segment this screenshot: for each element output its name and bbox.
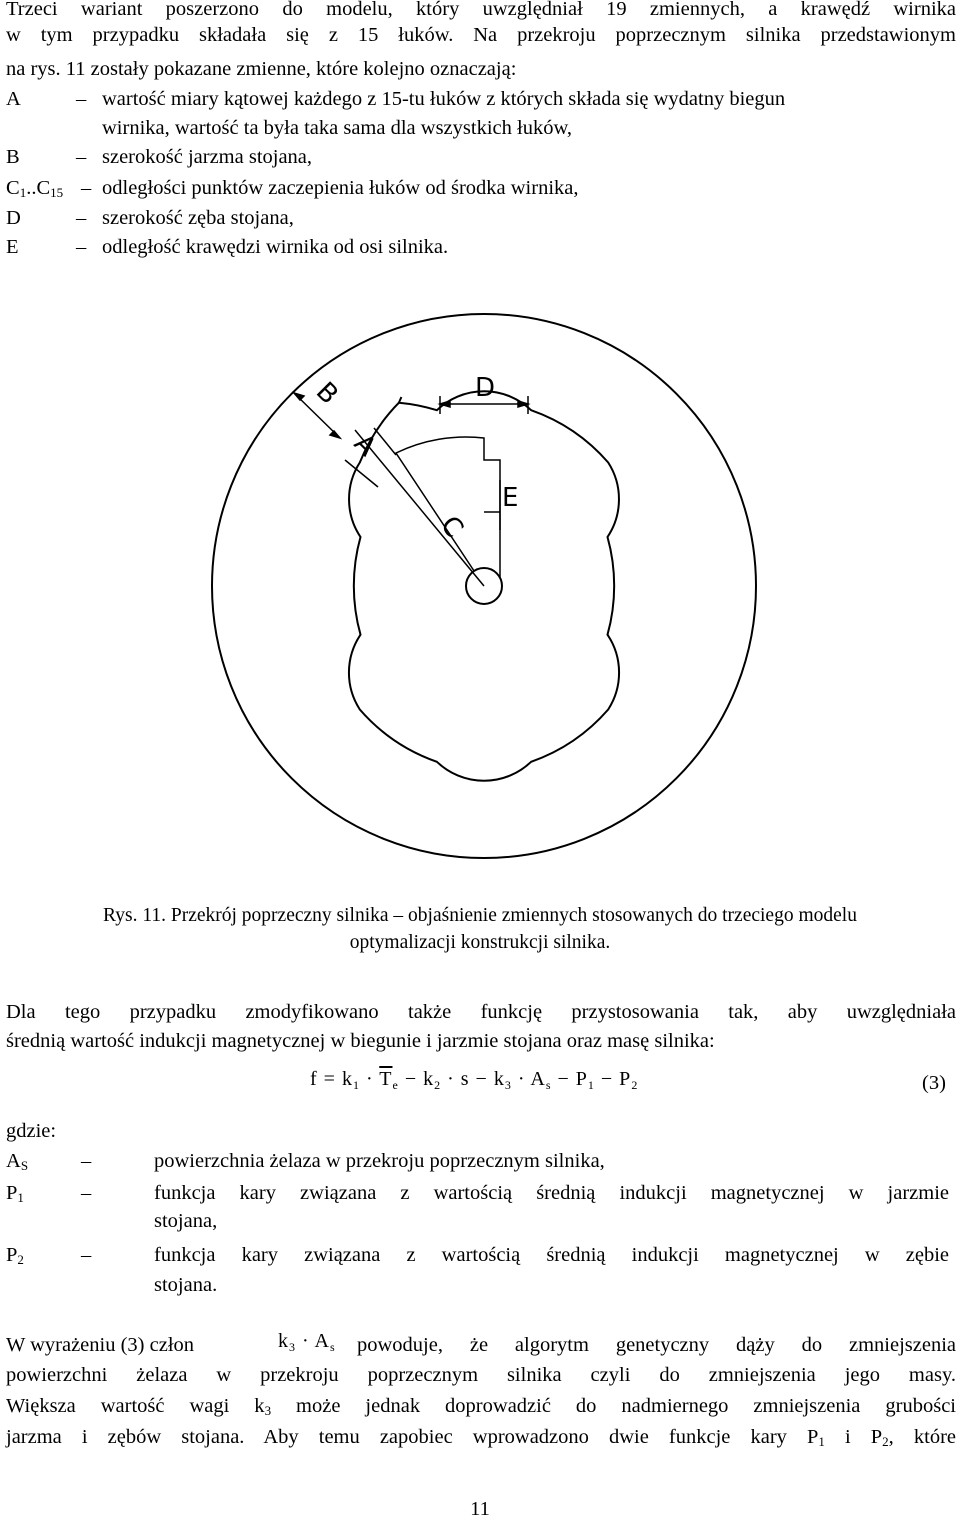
def-text: funkcja kary związana z wartością średnią indukcji magnetycznej w zębie [154, 1244, 949, 1266]
para1-line-2: średnią wartość indukcji magnetycznej w biegunie i jarzmie stojana oraz masę silnika: [6, 1030, 715, 1052]
def-text: funkcja kary związana z wartością średnią indukcji magnetycznej w jarzmie [154, 1182, 949, 1204]
intro-line-3: na rys. 11 zostały pokazane zmienne, które kolejno oznaczają: [6, 58, 517, 80]
var-symbol: A [6, 88, 21, 110]
para2-line-3: Większa wartość wagi $k_3$ może jednak doprowadzić do nadmiernego zmniejszenia grubości [6, 1395, 956, 1418]
page-number: 11 [470, 1498, 490, 1520]
fig-label-c: C [434, 510, 469, 544]
var-dash: – [81, 177, 92, 199]
var-symbol: D [6, 207, 21, 229]
var-symbol: $C_1..C_{15}$ [6, 177, 64, 200]
var-dash: – [76, 88, 87, 110]
def-dash: – [81, 1150, 92, 1172]
var-dash: – [76, 207, 87, 229]
def-dash: – [81, 1244, 92, 1266]
def-symbol: $A_S$ [6, 1150, 29, 1173]
para1-line-1: Dla tego przypadku zmodyfikowano także funkcję przystosowania tak, aby uwzględniała [6, 1001, 956, 1023]
intro-line-1: Trzeci wariant poszerzono do modelu, który uwzględniał 19 zmiennych, a krawędź wirnika [6, 0, 956, 20]
fig-label-a: A [347, 428, 382, 463]
def-dash: – [81, 1182, 92, 1204]
def-symbol: $P_1$ [6, 1182, 24, 1205]
var-text: odległości punktów zaczepienia łuków od środka wirnika, [102, 177, 579, 199]
fig-label-d: D [475, 373, 496, 403]
para2-line-1a: W wyrażeniu (3) człon [6, 1334, 195, 1356]
dim-c-line [355, 430, 484, 586]
equation-number: (3) [922, 1072, 946, 1094]
fig-label-e: E [502, 483, 519, 513]
var-symbol: B [6, 146, 20, 168]
intro-line-2: w tym przypadku składała się z 15 łuków. Na przekroju poprzecznym silnika przedstawionym [6, 24, 956, 46]
var-text-cont: wirnika, wartość ta była taka sama dla wszystkich łuków, [102, 117, 573, 139]
def-text-cont: stojana. [154, 1274, 218, 1296]
motor-cross-section-figure [205, 290, 775, 890]
gdzie-label: gdzie: [6, 1120, 57, 1142]
def-symbol: $P_2$ [6, 1244, 24, 1267]
inline-formula-k3-as: $k_3 \cdot A_s$ [278, 1330, 336, 1354]
figure-caption-line-2: optymalizacji konstrukcji silnika. [349, 932, 611, 953]
var-dash: – [76, 146, 87, 168]
var-text: odległość krawędzi wirnika od osi silnika. [102, 236, 449, 258]
def-text-cont: stojana, [154, 1210, 218, 1232]
para2-line-1b: powoduje, że algorytm genetyczny dąży do zmniejszenia [357, 1334, 956, 1356]
para2-line-2: powierzchni żelaza w przekroju poprzecznym silnika czyli do zmniejszenia jego masy. [6, 1364, 956, 1386]
def-text: powierzchnia żelaza w przekroju poprzecznym silnika, [154, 1150, 605, 1172]
var-text: szerokość jarzma stojana, [102, 146, 313, 168]
para2-line-4: jarzma i zębów stojana. Aby temu zapobiec wprowadzono dwie funkcje kary $P_1$ i $P_2$, które [6, 1426, 957, 1449]
var-text: wartość miary kątowej każdego z 15-tu łuków z których składa się wydatny biegun [102, 88, 786, 110]
var-a [6, 86, 956, 112]
formula: $f = k_1 \cdot \overline{T}_e - k_2 \cdot s - k_3 \cdot A_s - P_1 - P_2$ [310, 1068, 639, 1092]
figure-caption-line-1: Rys. 11. Przekrój poprzeczny silnika – objaśnienie zmiennych stosowanych do trzeciego modelu [103, 905, 857, 926]
var-dash: – [76, 236, 87, 258]
var-text: szerokość zęba stojana, [102, 207, 294, 229]
var-symbol: E [6, 236, 19, 258]
fig-label-b: B [309, 376, 344, 411]
